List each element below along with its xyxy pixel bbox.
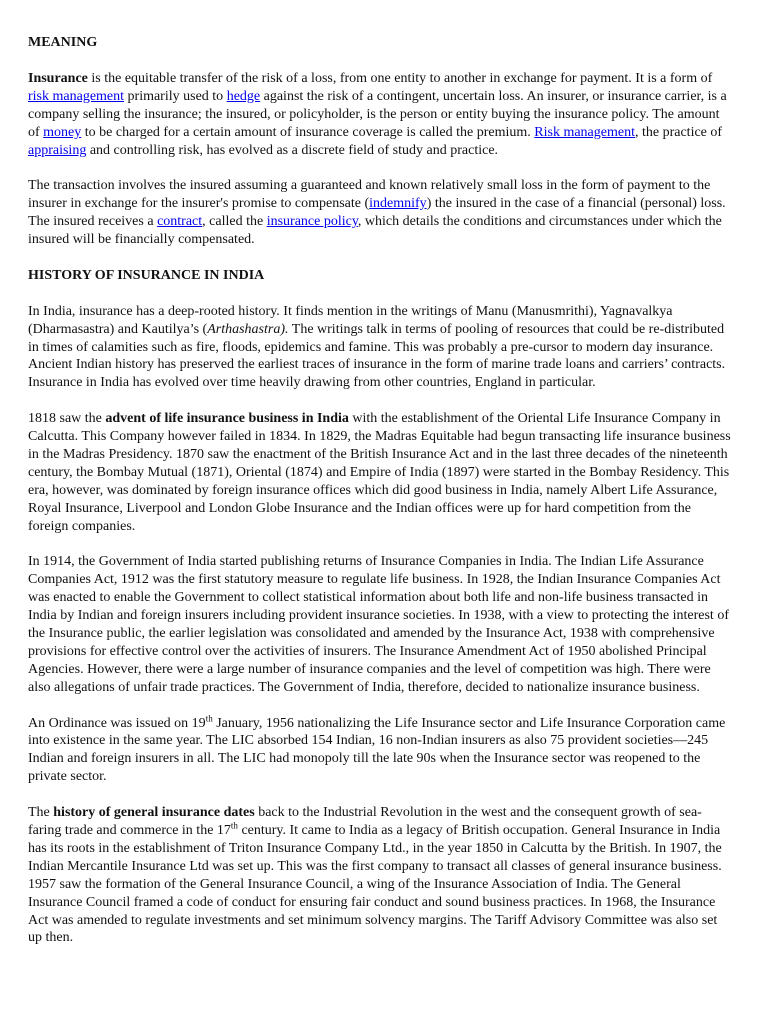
link-risk-management[interactable]: risk management	[28, 88, 125, 104]
paragraph-ordinance-1956	[28, 712, 732, 787]
link-insurance-policy[interactable]: insurance policy	[266, 214, 358, 230]
text: In India, insurance has a deep-rooted history. It finds mention in the writings of Manu (Manusmrithi), Yagnavalkya (Dharmasastra) and Kautilya’s (	[28, 303, 673, 337]
link-hedge[interactable]: hedge	[226, 88, 261, 104]
text: 1818 saw the	[28, 411, 106, 427]
text: The	[28, 805, 54, 821]
paragraph-life-insurance-advent	[28, 410, 732, 535]
paragraph-general-insurance	[28, 804, 732, 947]
text: against the risk of a contingent, uncertain loss. An insurer, or insurance carrier, is a company selling the insurance; the insured, or policyholder, is the person or entity buying the insurance policy. The amount of	[28, 88, 727, 140]
text: and controlling risk, has evolved as a discrete field of study and practice.	[86, 142, 499, 158]
text: The transaction involves the insured assuming a guaranteed and known relatively small loss in the form of payment to the insurer in exchange for the insurer's promise to compensate (	[28, 178, 711, 212]
heading-meaning: MEANING	[28, 35, 98, 50]
text: , called the	[202, 214, 267, 230]
paragraph-transaction	[28, 177, 732, 249]
text: with the establishment of the Oriental Life Insurance Company in Calcutta. This Company however failed in 1834. In 1829, the Madras Equitable had begun transacting life insurance business in the Madras Presidency. 1870 saw the enactment of the British Insurance Act and in the last three decades of the nineteenth century, the Bombay Mutual (1871), Oriental (1874) and Empire of India (1897) were started in the Bombay Residency. This era, however, was dominated by foreign insurance offices which did good business in India, namely Albert Life Assurance, Royal Insurance, Liverpool and London Globe Insurance and the Indian offices were up for hard competition from the foreign companies.	[28, 411, 731, 534]
link-indemnify[interactable]: indemnify	[369, 196, 427, 212]
text: , which details the conditions and circumstances under which the insured will be financially compensated.	[28, 214, 722, 248]
text: January, 1956 nationalizing the Life Insurance sector and Life Insurance Corporation came into existence in the same year. The LIC absorbed 154 Indian, 16 non-Indian insurers as also 75 provident societies—245 Indian and foreign insurers in all. The LIC had monopoly till the late 90s when the Insurance sector was reopened to the private sector.	[28, 715, 726, 785]
term-arthashastra: Arthashastra).	[207, 321, 289, 337]
text: The writings talk in terms of pooling of resources that could be re-distributed in times of calamities such as fire, floods, epidemics and famine. This was probably a pre-cursor to modern day insurance. Ancient Indian history has preserved the earliest traces of insurance in the form of marine trade loans and carriers’ contracts. Insurance in India has evolved over time heavily drawing from other countries, England in particular.	[28, 321, 726, 391]
term-advent-life-insurance: advent of life insurance business in India	[105, 411, 349, 427]
text: to be charged for a certain amount of insurance coverage is called the premium.	[81, 124, 535, 140]
term-insurance: Insurance	[28, 70, 88, 86]
text: primarily used to	[124, 88, 227, 104]
link-appraising[interactable]: appraising	[28, 142, 87, 158]
superscript: th	[205, 712, 213, 723]
text: is the equitable transfer of the risk of a loss, from one entity to another in exchange for payment. It is a form of	[87, 70, 713, 86]
link-risk-management-2[interactable]: Risk management	[534, 124, 635, 140]
paragraph-insurance-definition	[28, 70, 732, 160]
term-general-insurance-history: history of general insurance dates	[53, 805, 255, 821]
link-contract[interactable]: contract	[157, 214, 203, 230]
text: An Ordinance was issued on 19	[28, 715, 206, 731]
text: ) the insured in the case of a financial (personal) loss. The insured receives a	[28, 196, 726, 230]
paragraph-history-roots	[28, 303, 732, 393]
superscript: th	[230, 820, 238, 831]
link-money[interactable]: money	[43, 124, 82, 140]
text: century. It came to India as a legacy of British occupation. General Insurance in India has its roots in the establishment of Triton Insurance Company Ltd., in the year 1850 in Calcutta by the British. In 1907, the Indian Mercantile Insurance Ltd was set up. This was the first company to transact all classes of general insurance business. 1957 saw the formation of the General Insurance Council, a wing of the Insurance Association of India. The General Insurance Council framed a code of conduct for ensuring fair conduct and sound business practices. In 1968, the Insurance Act was amended to regulate investments and set minimum solvency margins. The Tariff Advisory Committee was also set up then.	[28, 822, 722, 946]
heading-history: HISTORY OF INSURANCE IN INDIA	[28, 267, 265, 283]
paragraph-regulation-1914: In 1914, the Government of India started publishing returns of Insurance Companies in India. The Indian Life Assurance Companies Act, 1912 was the first statutory measure to regulate life business. In 1928, the Indian Insurance Companies Act was enacted to enable the Government to collect statistical information about both life and non-life business transacted in India by Indian and foreign insurers including provident insurance societies. In 1938, with a view to protecting the interest of the Insurance public, the earlier legislation was consolidated and amended by the Insurance Act, 1938 with comprehensive provisions for effective control over the activities of insurers. The Insurance Amendment Act of 1950 abolished Principal Agencies. However, there were a large number of insurance companies and the level of competition was high. There were also allegations of unfair trade practices. The Government of India, therefore, decided to nationalize insurance business.	[28, 554, 729, 695]
text: back to the Industrial Revolution in the west and the consequent growth of sea-faring trade and commerce in the 17	[28, 805, 702, 838]
text: , the practice of	[634, 124, 723, 140]
